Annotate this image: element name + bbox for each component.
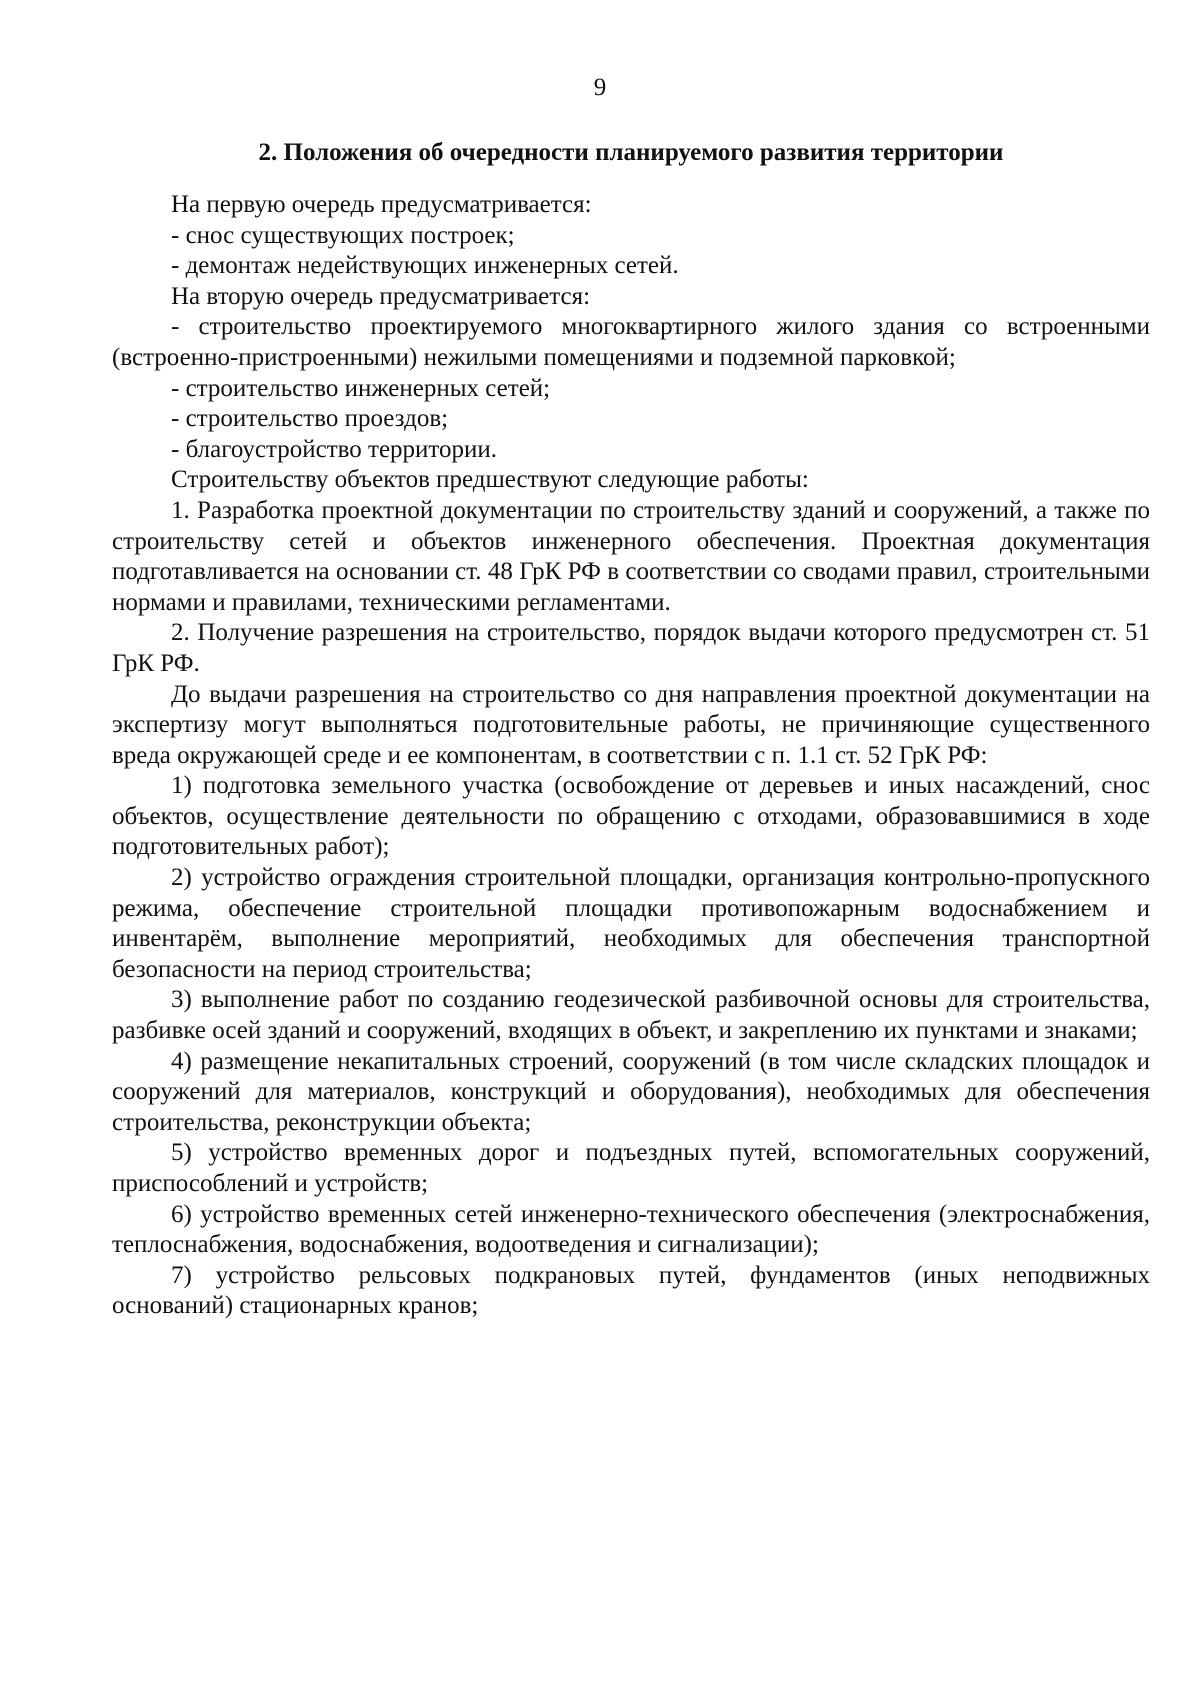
page-number: 9 <box>593 74 607 101</box>
paragraph: - строительство инженерных сетей; <box>171 374 551 402</box>
section-title: 2. Положения об очередности планируемого развития территории <box>258 139 1004 166</box>
paragraph: До выдачи разрешения на строительство со дня направления проектной документации на экспертизу могут выполняться подготовительные работы, не причиняющие существенного вреда окружающей среде и ее компонентам, в соответствии с п. 1.1 ст. 52 ГрК РФ: <box>112 680 1150 769</box>
paragraph: - строительство проездов; <box>171 405 449 433</box>
paragraph: 1) подготовка земельного участка (освобождение от деревьев и иных насаждений, снос объектов, осуществление деятельности по обращению с отходами, образовавшимися в ходе подготовительных работ); <box>112 772 1150 861</box>
paragraph: На первую очередь предусматривается: <box>171 191 592 218</box>
document-body <box>112 190 1150 1322</box>
paragraph: 5) устройство временных дорог и подъездных путей, вспомогательных сооружений, приспособлений и устройств; <box>112 1139 1150 1197</box>
paragraph: 3) выполнение работ по созданию геодезической разбивочной основы для строительства, разбивке осей зданий и сооружений, входящих в объект, и закреплению их пунктами и знаками; <box>112 986 1150 1045</box>
paragraph: 4) размещение некапитальных строений, сооружений (в том числе складских площадок и сооружений для материалов, конструкций и оборудования), необходимых для обеспечения строительства, реконструкции объекта; <box>112 1047 1150 1136</box>
paragraph: Строительству объектов предшествуют следующие работы: <box>171 466 809 494</box>
paragraph: - демонтаж недействующих инженерных сетей. <box>171 252 679 280</box>
paragraph: 2. Получение разрешения на строительство, порядок выдачи которого предусмотрен ст. 51 ГрК РФ. <box>112 619 1150 677</box>
paragraph: - строительство проектируемого многоквартирного жилого здания со встроенными (встроенно-пристроенными) нежилыми помещениями и подземной парковкой; <box>112 313 1150 371</box>
paragraph: - снос существующих построек; <box>171 221 515 249</box>
paragraph: - благоустройство территории. <box>171 435 498 463</box>
paragraph: 2) устройство ограждения строительной площадки, организация контрольно-пропускного режима, обеспечение строительной площадки противопожарным водоснабжением и инвентарём, выполнение мероприятий, необходимых для обеспечения транспортной безопасности на период строительства; <box>112 864 1150 983</box>
paragraph: 1. Разработка проектной документации по строительству зданий и сооружений, а также по строительству сетей и объектов инженерного обеспечения. Проектная документация подготавливается на основании ст. 48 ГрК РФ в соответствии со сводами правил, строительными нормами и правилами, техническими регламентами. <box>112 496 1150 616</box>
paragraph: 6) устройство временных сетей инженерно-технического обеспечения (электроснабжения, теплоснабжения, водоснабжения, водоотведения и сигнализации); <box>112 1200 1150 1259</box>
paragraph: 7) устройство рельсовых подкрановых путей, фундаментов (иных неподвижных оснований) стационарных кранов; <box>112 1261 1150 1320</box>
paragraph: На вторую очередь предусматривается: <box>171 282 591 310</box>
